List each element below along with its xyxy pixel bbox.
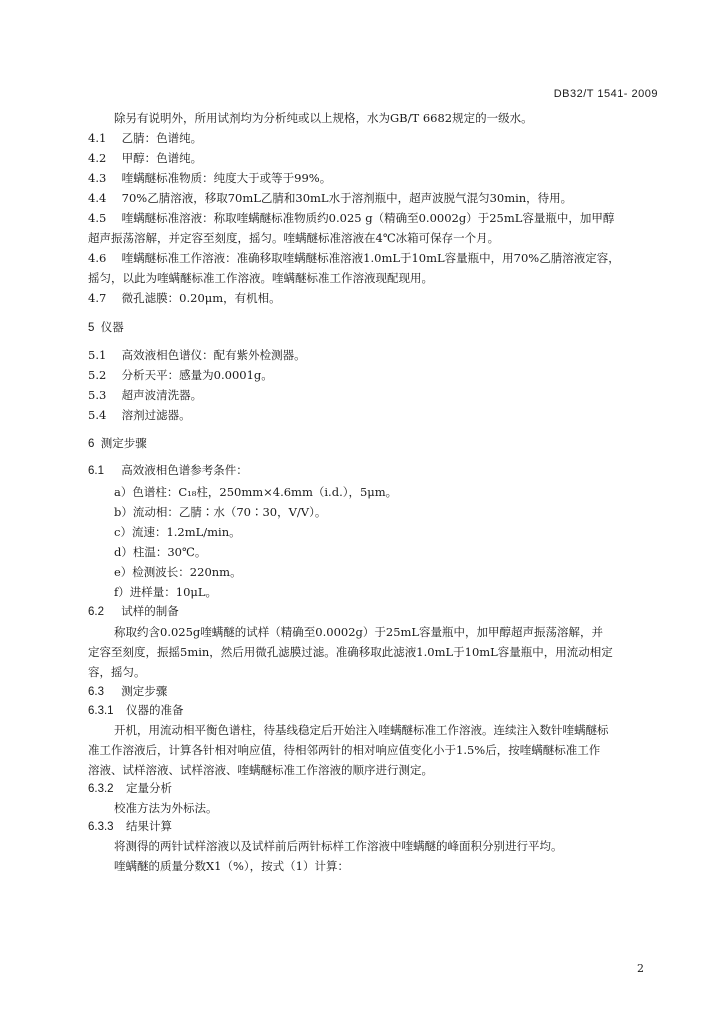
para-6-2-line2: 定容至刻度，振摇5min，然后用微孔滤膜过滤。准确移取此滤液1.0mL于10mL容量瓶中，用流动相定 <box>88 645 613 659</box>
clause-5-1 <box>88 347 306 363</box>
clause-text: 超声波清洗器。 <box>121 388 203 402</box>
clause-text: 70%乙腈溶液，移取70mL乙腈和30mL水于溶剂瓶中，超声波脱气混匀30min，待用。 <box>121 191 573 205</box>
para-6-3-3-line2: 喹螨醚的质量分数X1（%），按式（1）计算： <box>114 859 349 873</box>
clause-text: 溶剂过滤器。 <box>121 408 191 422</box>
clause-number: 4.2 <box>88 151 107 165</box>
para-6-3-3-line1: 将测得的两针试样溶液以及试样前后两针标样工作溶液中喹螨醚的峰面积分别进行平均。 <box>114 839 563 853</box>
clause-4-5-cont: 超声振荡溶解，并定容至刻度，摇匀。喹螨醚标准溶液在4℃冰箱可保存一个月。 <box>88 231 500 245</box>
clause-number: 6.3.2 <box>88 783 114 795</box>
condition-d: d）柱温：30℃。 <box>114 545 207 559</box>
clause-number: 5.2 <box>88 368 107 382</box>
clause-text: 结果计算 <box>126 821 172 833</box>
clause-6-2 <box>88 604 179 620</box>
clause-number: 6.3 <box>88 686 104 698</box>
clause-4-6-cont: 摇匀，以此为喹螨醚标准工作溶液。喹螨醚标准工作溶液现配现用。 <box>88 271 433 285</box>
condition-b: b）流动相：乙腈∶水（70∶30，V/V）。 <box>114 505 327 519</box>
para-6-3-2: 校准方法为外标法。 <box>114 801 218 815</box>
clause-5-3 <box>88 387 202 403</box>
clause-number: 4.4 <box>88 191 107 205</box>
clause-number: 6.2 <box>88 606 104 618</box>
clause-text: 喹螨醚标准溶液：称取喹螨醚标准物质约0.025 g（精确至0.0002g）于25mL容量瓶中，加甲醇 <box>121 211 615 225</box>
section-6-heading <box>88 436 147 452</box>
clause-5-2 <box>88 367 273 383</box>
clause-text: 仪器的准备 <box>126 705 184 717</box>
para-6-2-line1: 称取约含0.025g喹螨醚的试样（精确至0.0002g）于25mL容量瓶中，加甲醇超声振荡溶解，并 <box>114 625 604 639</box>
clause-number: 4.5 <box>88 211 107 225</box>
clause-number: 4.1 <box>88 131 107 145</box>
clause-number: 6.3.3 <box>88 821 114 833</box>
clause-text: 测定步骤 <box>121 686 168 698</box>
clause-4-1 <box>88 130 202 146</box>
clause-4-4 <box>88 190 572 206</box>
clause-number: 4.3 <box>88 171 107 185</box>
clause-4-7 <box>88 290 281 306</box>
clause-number: 4.7 <box>88 291 107 305</box>
page-number: 2 <box>637 962 644 975</box>
standard-number-header: DB32/T 1541- 2009 <box>553 88 658 100</box>
condition-a: a）色谱柱：C₁₈柱，250mm×4.6mm（i.d.），5μm。 <box>114 485 398 499</box>
clause-number: 6.3.1 <box>88 705 114 717</box>
clause-4-3 <box>88 170 331 186</box>
para-6-2-line3: 容，摇匀。 <box>88 665 146 679</box>
clause-text: 高效液相色谱参考条件： <box>121 465 248 477</box>
clause-5-4 <box>88 407 191 423</box>
clause-number: 5.3 <box>88 388 107 402</box>
clause-text: 乙腈：色谱纯。 <box>121 131 203 145</box>
clause-number: 5.4 <box>88 408 107 422</box>
section-title: 测定步骤 <box>100 438 147 450</box>
clause-4-2 <box>88 150 202 166</box>
clause-6-3-1 <box>88 703 184 719</box>
clause-number: 4.6 <box>88 251 107 265</box>
clause-text: 微孔滤膜：0.20μm，有机相。 <box>121 291 281 305</box>
clause-6-3 <box>88 684 167 700</box>
intro-paragraph: 除另有说明外，所用试剂均为分析纯或以上规格，水为GB/T 6682规定的一级水。 <box>114 111 533 125</box>
clause-text: 高效液相色谱仪：配有紫外检测器。 <box>121 348 306 362</box>
clause-text: 分析天平：感量为0.0001g。 <box>121 368 273 382</box>
clause-text: 甲醇：色谱纯。 <box>121 151 203 165</box>
para-6-3-1-line2: 准工作溶液后，计算各针相对响应值，待相邻两针的相对响应值变化小于1.5%后，按喹螨醚标准工作 <box>88 743 601 757</box>
clause-4-6 <box>88 250 620 266</box>
clause-text: 喹螨醚标准工作溶液：准确移取喹螨醚标准溶液1.0mL于10mL容量瓶中，用70%乙腈溶液定容， <box>121 251 620 265</box>
clause-6-1 <box>88 463 248 479</box>
clause-text: 定量分析 <box>126 783 172 795</box>
clause-number: 5.1 <box>88 348 107 362</box>
clause-text: 试样的制备 <box>121 606 179 618</box>
clause-4-5 <box>88 210 614 226</box>
section-number: 5 <box>88 322 95 334</box>
clause-number: 6.1 <box>88 465 104 477</box>
para-6-3-1-line3: 溶液、试样溶液、试样溶液、喹螨醚标准工作溶液的顺序进行测定。 <box>88 763 433 777</box>
condition-c: c）流速：1.2mL/min。 <box>114 525 241 539</box>
condition-e: e）检测波长：220nm。 <box>114 565 242 579</box>
condition-f: f）进样量：10μL。 <box>114 585 217 599</box>
clause-text: 喹螨醚标准物质：纯度大于或等于99%。 <box>121 171 332 185</box>
clause-6-3-3 <box>88 819 172 835</box>
section-number: 6 <box>88 438 95 450</box>
clause-6-3-2 <box>88 781 172 797</box>
para-6-3-1-line1: 开机，用流动相平衡色谱柱，待基线稳定后开始注入喹螨醚标准工作溶液。连续注入数针喹螨醚标 <box>114 723 609 737</box>
section-title: 仪器 <box>100 322 124 334</box>
section-5-heading <box>88 320 124 336</box>
